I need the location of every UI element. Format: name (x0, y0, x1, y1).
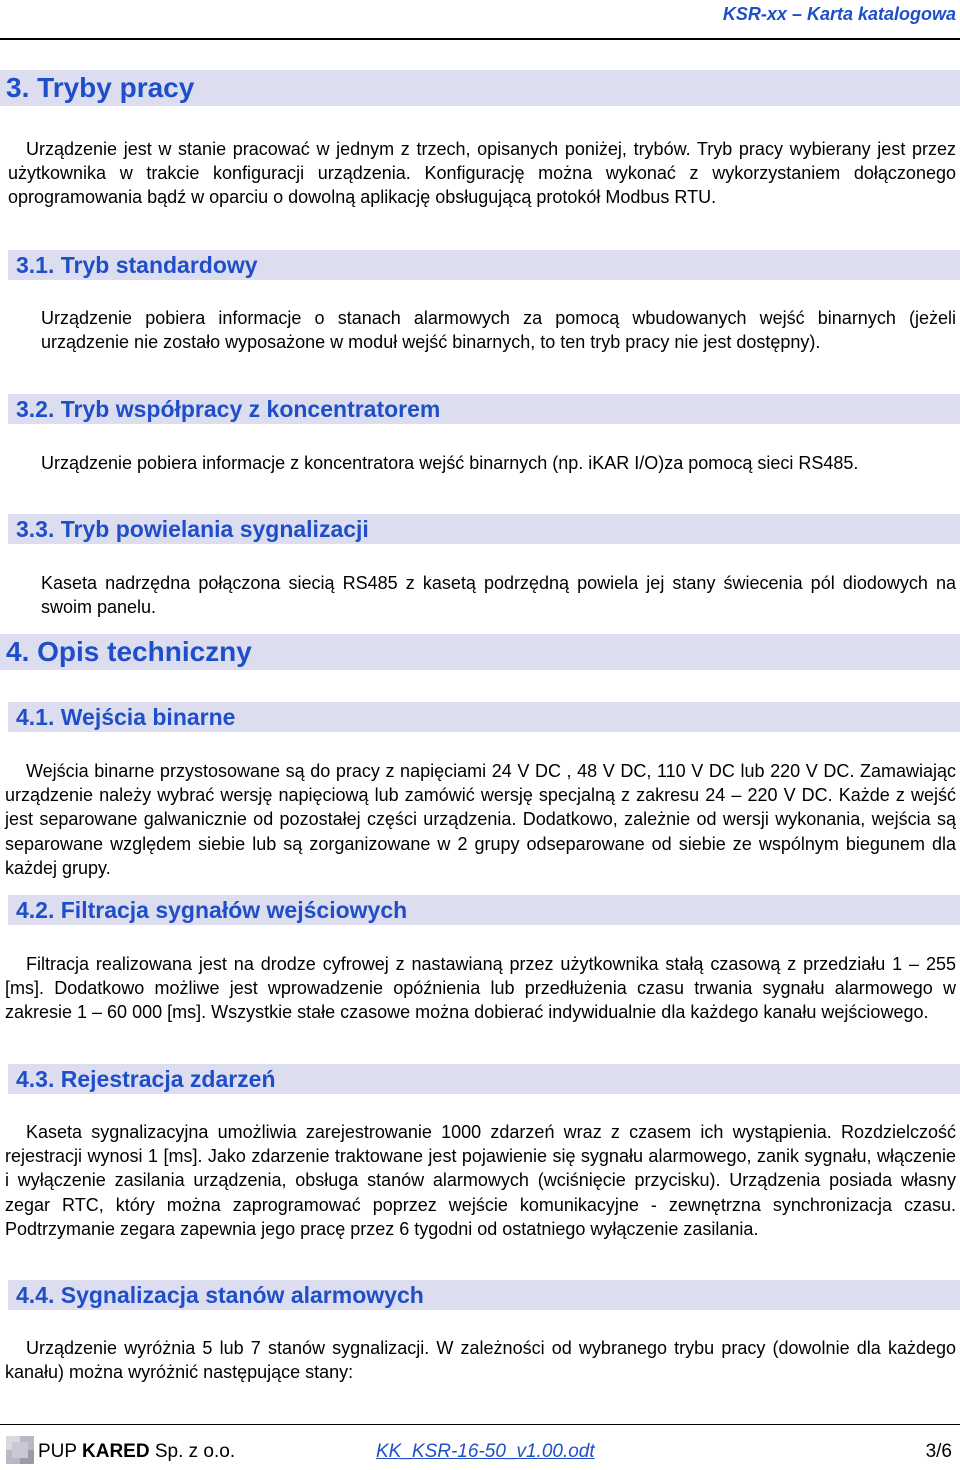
company-logo-icon (6, 1436, 34, 1464)
section-3-3-paragraph: Kaseta nadrzędna połączona siecią RS485 z kasetą podrzędną powiela jej stany świecenia pól diodowych na swoim panelu. (41, 573, 956, 618)
section-3-1-paragraph: Urządzenie pobiera informacje o stanach alarmowych za pomocą wbudowanych wejść binarnych (jeżeli urządzenie nie zostało wyposażone w moduł wejść binarnych, to ten tryb pracy nie jest dostępny). (41, 308, 956, 353)
footer-filename-link[interactable]: KK_KSR-16-50_v1.00.odt (376, 1441, 595, 1462)
section-heading-4-1: 4.1. Wejścia binarne (8, 702, 960, 732)
section-heading-4-4: 4.4. Sygnalizacja stanów alarmowych (8, 1280, 960, 1310)
header-divider (0, 38, 960, 40)
footer-company-name: KARED (82, 1441, 150, 1462)
section-heading-4-3: 4.3. Rejestracja zdarzeń (8, 1064, 960, 1094)
section-heading-4-2: 4.2. Filtracja sygnałów wejściowych (8, 895, 960, 925)
section-heading-3-3: 3.3. Tryb powielania sygnalizacji (8, 514, 960, 544)
section-3-text: Urządzenie jest w stanie pracować w jednym z trzech, opisanych poniżej, trybów. Tryb pracy wybierany jest przez użytkownika w trakcie konfiguracji urządzenia. Konfigurację można wykonać z wykorzystaniem dołączonego oprogramowania bądź w oparciu o dowolną aplikację obsługującą protokół Modbus RTU. (8, 139, 956, 208)
section-heading-4: 4. Opis techniczny (0, 634, 960, 670)
section-4-4-paragraph: Urządzenie wyróżnia 5 lub 7 stanów sygnalizacji. W zależności od wybranego trybu pracy (dowolnie dla każdego kanału) można wyróżnić następujące stany: (5, 1338, 956, 1383)
section-4-3-paragraph: Kaseta sygnalizacyjna umożliwia zarejestrowanie 1000 zdarzeń wraz z czasem ich wystąpienia. Rozdzielczość rejestracji wynosi 1 [ms]. Jako zdarzenie traktowane jest pojawienie się sygnału alarmowego, zanik sygnału, włączenie i wyłączenie zasilania urządzenia, obsługa stanów alarmowych (wciśnięcie przycisku). Urządzenia posiada własny zegar RTC, który można zaprogramować poprzez wejście komunikacyjne - zewnętrzna synchronizacja czasu. Podtrzymanie zegara zapewnia jego pracę przez 6 tygodni od ostatniego wyłączenie zasilania. (5, 1122, 956, 1239)
footer-page-number: 3/6 (925, 1441, 952, 1462)
footer-divider (0, 1424, 960, 1425)
section-heading-3: 3. Tryby pracy (0, 70, 960, 106)
footer-company-prefix: PUP (38, 1441, 77, 1462)
section-3-2-paragraph: Urządzenie pobiera informacje z koncentratora wejść binarnych (np. iKAR I/O)za pomocą sieci RS485. (41, 453, 859, 473)
section-heading-3-1: 3.1. Tryb standardowy (8, 250, 960, 280)
document-header-title: KSR-xx – Karta katalogowa (722, 4, 956, 24)
footer-company-suffix: Sp. z o.o. (154, 1441, 236, 1462)
section-heading-3-2: 3.2. Tryb współpracy z koncentratorem (8, 394, 960, 424)
section-3-paragraph (8, 137, 956, 210)
section-4-1-paragraph: Wejścia binarne przystosowane są do pracy z napięciami 24 V DC , 48 V DC, 110 V DC lub 220 V DC. Zamawiając urządzenie należy wybrać wersję napięciową lub zamówić wersję specjalną z zakresu 24 – 220 V DC. Każde z wejść jest separowane galwanicznie od pozostałej części urządzenia. Dodatkowo, zależnie od wersji wykonania, wejścia są separowane względem siebie lub są zorganizowane w 2 grupy odseparowane od siebie ze wspólnym biegunem dla każdej grupy. (5, 761, 956, 878)
footer-company (38, 1440, 235, 1464)
section-4-2-paragraph: Filtracja realizowana jest na drodze cyfrowej z nastawianą przez użytkownika stałą czasową z przedziału 1 – 255 [ms]. Dodatkowo możliwe jest wprowadzenie opóźnienia lub przedłużenia czasu trwania sygnału alarmowego w zakresie 1 – 60 000 [ms]. Wszystkie stałe czasowe można dobierać indywidualnie dla każdego kanału wejściowego. (5, 954, 956, 1023)
